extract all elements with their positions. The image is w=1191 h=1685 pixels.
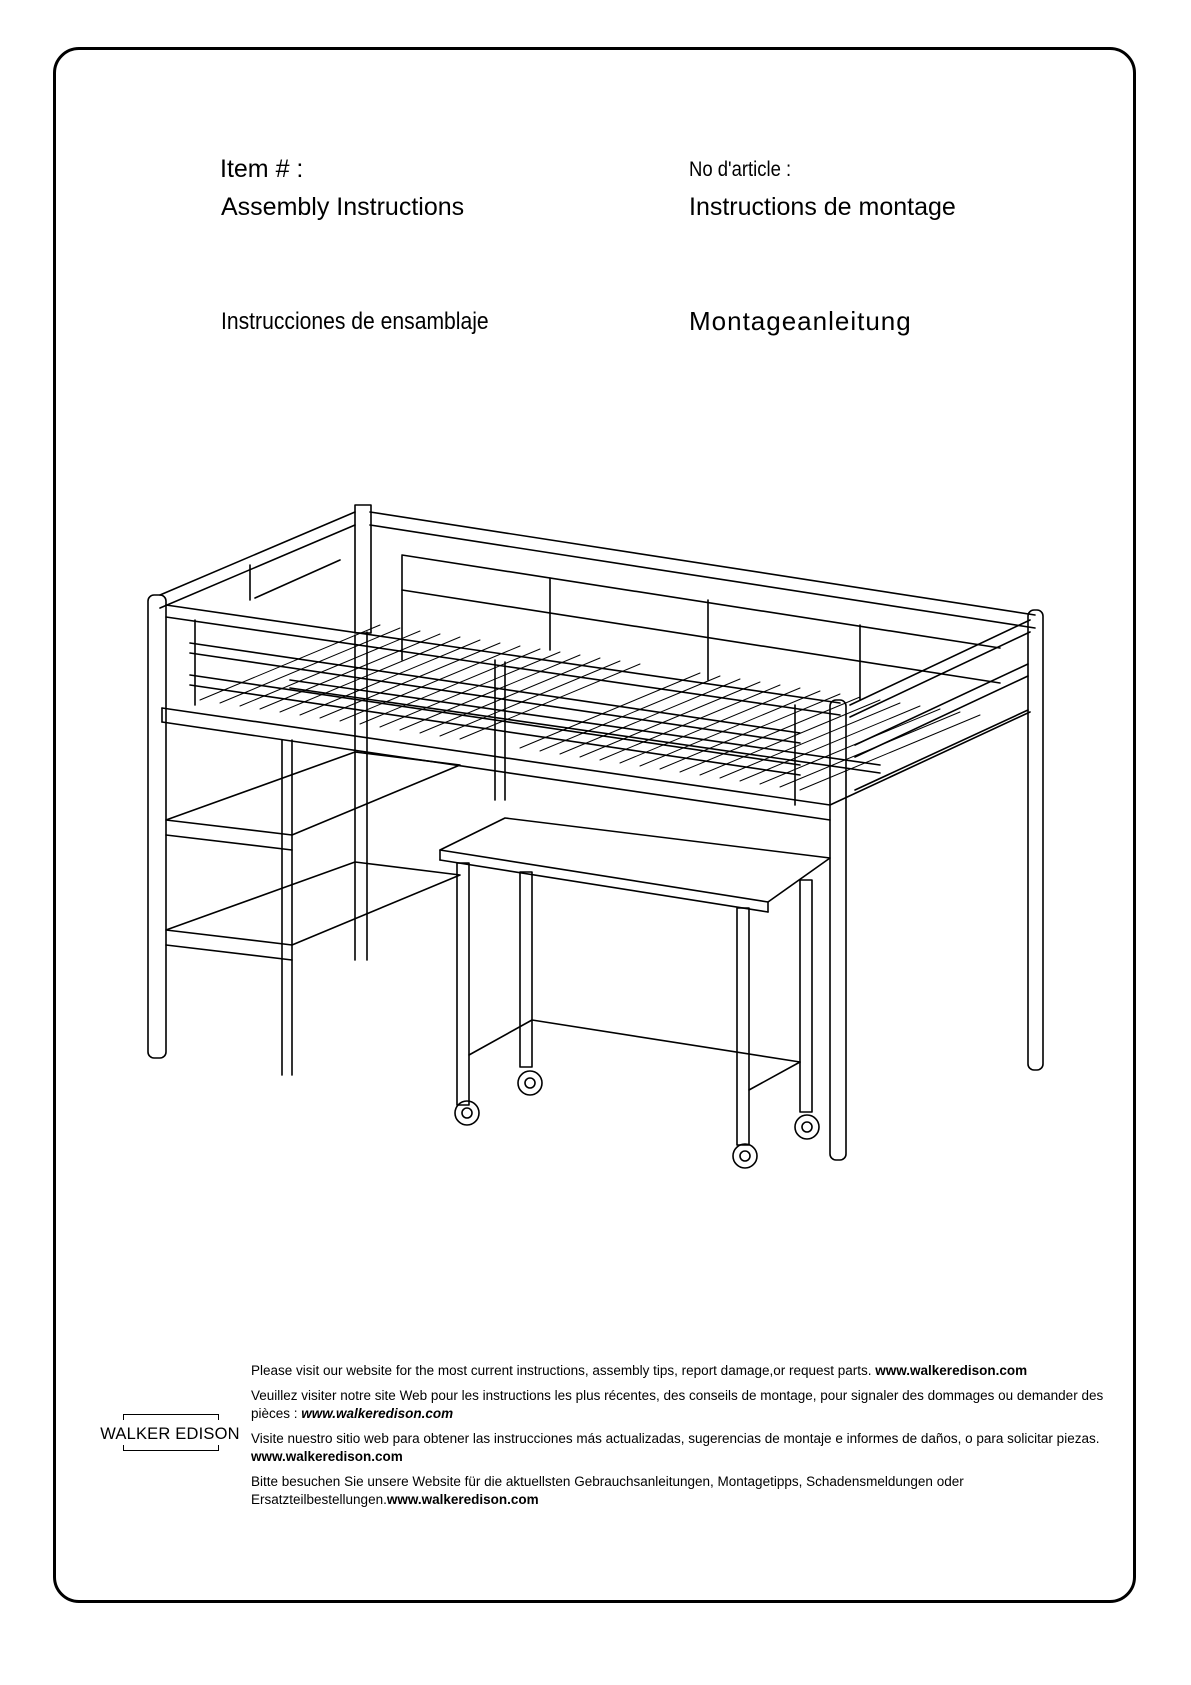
assembly-instructions-title-es: Instrucciones de ensamblaje (221, 308, 489, 335)
assembly-instructions-title-de: Montageanleitung (689, 306, 912, 336)
loft-bed-illustration (140, 500, 1060, 1180)
assembly-instructions-title-fr: Instructions de montage (689, 193, 956, 221)
note-de: Bitte besuchen Sie unsere Website für die aktuellsten Gebrauchsanleitungen, Montagetipps, Schadensmeldungen oder Ersatzteilbestellungen.www.walkeredison.com (251, 1474, 964, 1507)
website-link[interactable]: www.walkeredison.com (875, 1363, 1028, 1378)
item-number-label: Item # : (220, 155, 304, 183)
note-fr: Veuillez visiter notre site Web pour les instructions les plus récentes, des conseils de montage, pour signaler des dommages ou demander des pièces : www.walkeredison.com (251, 1388, 1104, 1421)
website-link[interactable]: www.walkeredison.com (386, 1492, 539, 1507)
logo-text: WALKER EDISON (100, 1425, 240, 1443)
support-notes (251, 1362, 1108, 1516)
note-es: Visite nuestro sitio web para obtener las instrucciones más actualizadas, sugerencias de montaje e informes de daños, o para solicitar piezas. www.walkeredison.com (251, 1431, 1100, 1464)
website-link[interactable]: www.walkeredison.com (301, 1406, 454, 1421)
walker-edison-logo (99, 1414, 241, 1454)
item-number-label-fr: No d'article : (689, 158, 792, 181)
assembly-instructions-title: Assembly Instructions (221, 193, 465, 221)
website-link[interactable]: www.walkeredison.com (251, 1449, 403, 1464)
note-en: Please visit our website for the most current instructions, assembly tips, report damage,or request parts. www.walkeredison.com (251, 1363, 1028, 1378)
